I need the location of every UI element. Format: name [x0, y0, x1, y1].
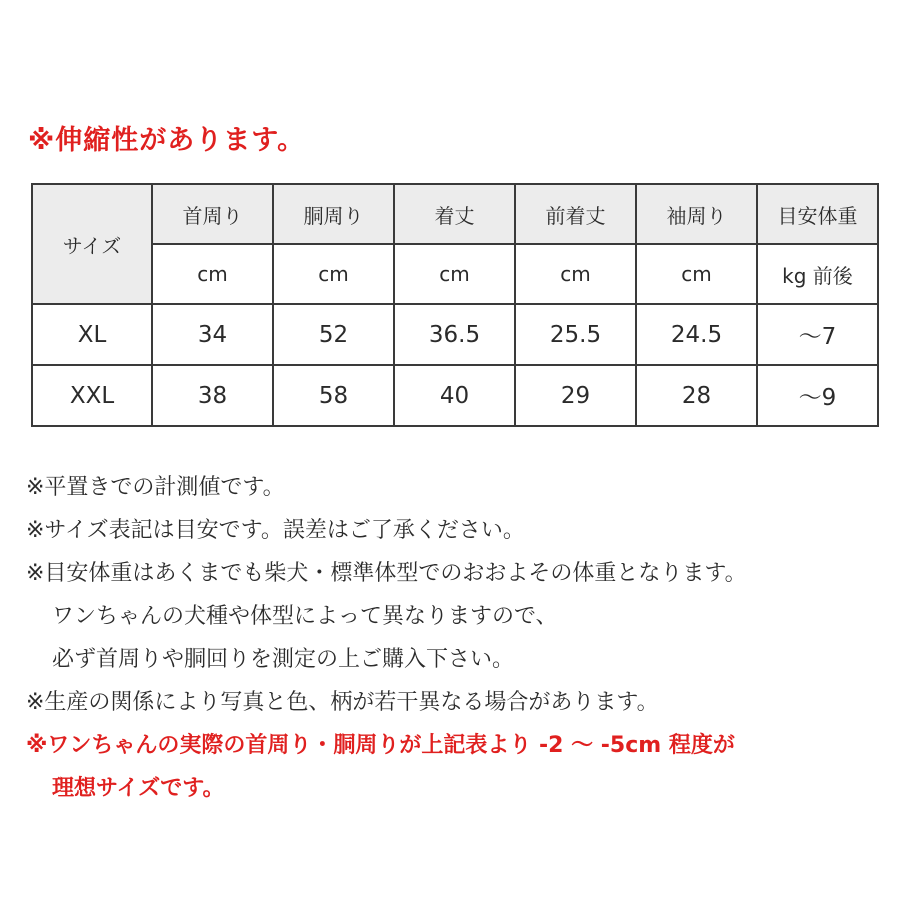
- unit-cell: cm: [394, 244, 515, 304]
- note-line: ※平置きでの計測値です。: [26, 475, 285, 500]
- column-header-weight: 目安体重: [757, 184, 878, 244]
- note-line: ※生産の関係により写真と色、柄が若干異なる場合があります。: [26, 690, 659, 715]
- size-column-header: サイズ: [32, 184, 152, 304]
- value-cell: 29: [515, 365, 636, 426]
- ideal-size-note-continued: 理想サイズです。: [52, 776, 225, 801]
- value-cell: 58: [273, 365, 394, 426]
- table-unit-row: [32, 244, 878, 304]
- table-row: [32, 365, 878, 426]
- unit-cell: cm: [515, 244, 636, 304]
- unit-cell: cm: [152, 244, 273, 304]
- column-header-length: 着丈: [394, 184, 515, 244]
- value-cell: ～7: [757, 304, 878, 365]
- size-cell: XXL: [32, 365, 152, 426]
- table-row: [32, 304, 878, 365]
- unit-cell: cm: [273, 244, 394, 304]
- column-header-chest: 胴周り: [273, 184, 394, 244]
- value-cell: 28: [636, 365, 757, 426]
- unit-cell: cm: [636, 244, 757, 304]
- note-line: 必ず首周りや胴回りを測定の上ご購入下さい。: [52, 647, 515, 672]
- value-cell: 36.5: [394, 304, 515, 365]
- value-cell: 38: [152, 365, 273, 426]
- value-cell: 25.5: [515, 304, 636, 365]
- notes-list: [26, 466, 906, 810]
- value-cell: 34: [152, 304, 273, 365]
- note-line: ※目安体重はあくまでも柴犬・標準体型でのおおよその体重となります。: [26, 561, 747, 586]
- ideal-size-note: ※ワンちゃんの実際の首周り・胴周りが上記表より -2 ～ -5cm 程度が: [26, 733, 735, 758]
- column-header-sleeve: 袖周り: [636, 184, 757, 244]
- value-cell: 52: [273, 304, 394, 365]
- note-line: ワンちゃんの犬種や体型によって異なりますので、: [52, 604, 558, 629]
- value-cell: 24.5: [636, 304, 757, 365]
- note-line: ※サイズ表記は目安です。誤差はご了承ください。: [26, 518, 525, 543]
- value-cell: 40: [394, 365, 515, 426]
- column-header-neck: 首周り: [152, 184, 273, 244]
- unit-cell: kg 前後: [757, 244, 878, 304]
- value-cell: ～9: [757, 365, 878, 426]
- size-cell: XL: [32, 304, 152, 365]
- size-chart-table: [31, 183, 879, 427]
- table-header-row: [32, 184, 878, 244]
- column-header-front-length: 前着丈: [515, 184, 636, 244]
- stretch-notice-headline: ※伸縮性があります。: [28, 125, 306, 156]
